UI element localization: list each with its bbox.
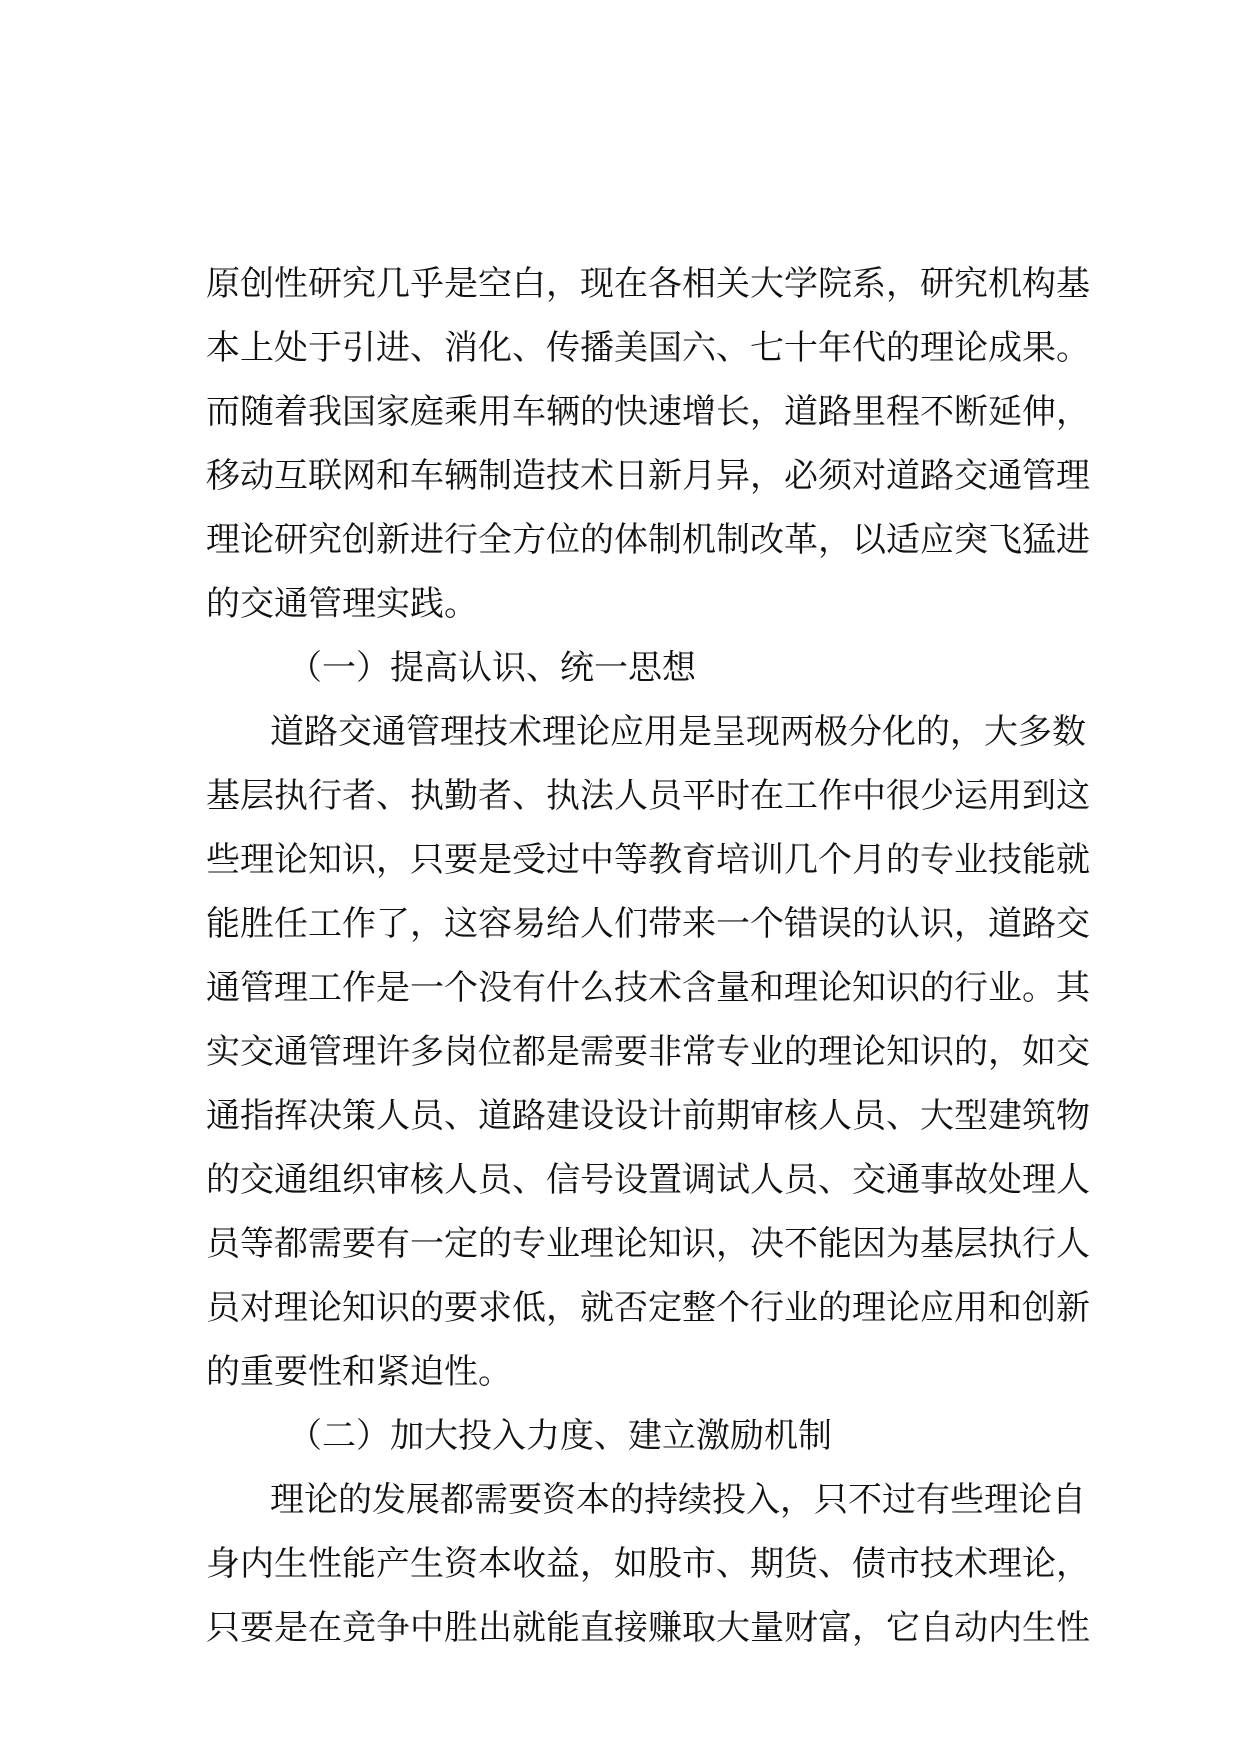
text-line: 身内生性能产生资本收益，如股市、期货、债市技术理论， [206,1544,1090,1584]
text-line: 员对理论知识的要求低，就否定整个行业的理论应用和创新 [206,1288,1090,1328]
paragraph-1 [206,700,1090,1404]
paragraph-2 [206,1468,1090,1660]
text-line: 基层执行者、执勤者、执法人员平时在工作中很少运用到这 [206,776,1090,816]
text-line: 员等都需要有一定的专业理论知识，决不能因为基层执行人 [206,1224,1090,1264]
text-line: 的交通管理实践。 [206,584,478,624]
text-line: 理论研究创新进行全方位的体制机制改革，以适应突飞猛进 [206,520,1090,560]
text-line: 本上处于引进、消化、传播美国六、七十年代的理论成果。 [206,328,1090,368]
text-line: 道路交通管理技术理论应用是呈现两极分化的，大多数 [270,712,1086,752]
section-heading-1: （一）提高认识、统一思想 [288,648,696,688]
section-heading-2: （二）加大投入力度、建立激励机制 [288,1416,832,1456]
text-line: 些理论知识，只要是受过中等教育培训几个月的专业技能就 [206,840,1090,880]
text-line: 原创性研究几乎是空白，现在各相关大学院系，研究机构基 [206,264,1090,304]
text-line: 而随着我国家庭乘用车辆的快速增长，道路里程不断延伸， [206,392,1090,432]
text-line: 实交通管理许多岗位都是需要非常专业的理论知识的，如交 [206,1032,1090,1072]
text-line: 理论的发展都需要资本的持续投入，只不过有些理论自 [270,1480,1086,1520]
text-line: 通指挥决策人员、道路建设设计前期审核人员、大型建筑物 [206,1096,1090,1136]
paragraph-continued [206,252,1090,636]
text-line: 只要是在竞争中胜出就能直接赚取大量财富，它自动内生性 [206,1608,1090,1648]
text-line: 移动互联网和车辆制造技术日新月异，必须对道路交通管理 [206,456,1090,496]
text-line: 通管理工作是一个没有什么技术含量和理论知识的行业。其 [206,968,1090,1008]
text-line: 的重要性和紧迫性。 [206,1352,512,1392]
document-body [206,252,1090,1660]
text-line: 能胜任工作了，这容易给人们带来一个错误的认识，道路交 [206,904,1090,944]
text-line: 的交通组织审核人员、信号设置调试人员、交通事故处理人 [206,1160,1090,1200]
